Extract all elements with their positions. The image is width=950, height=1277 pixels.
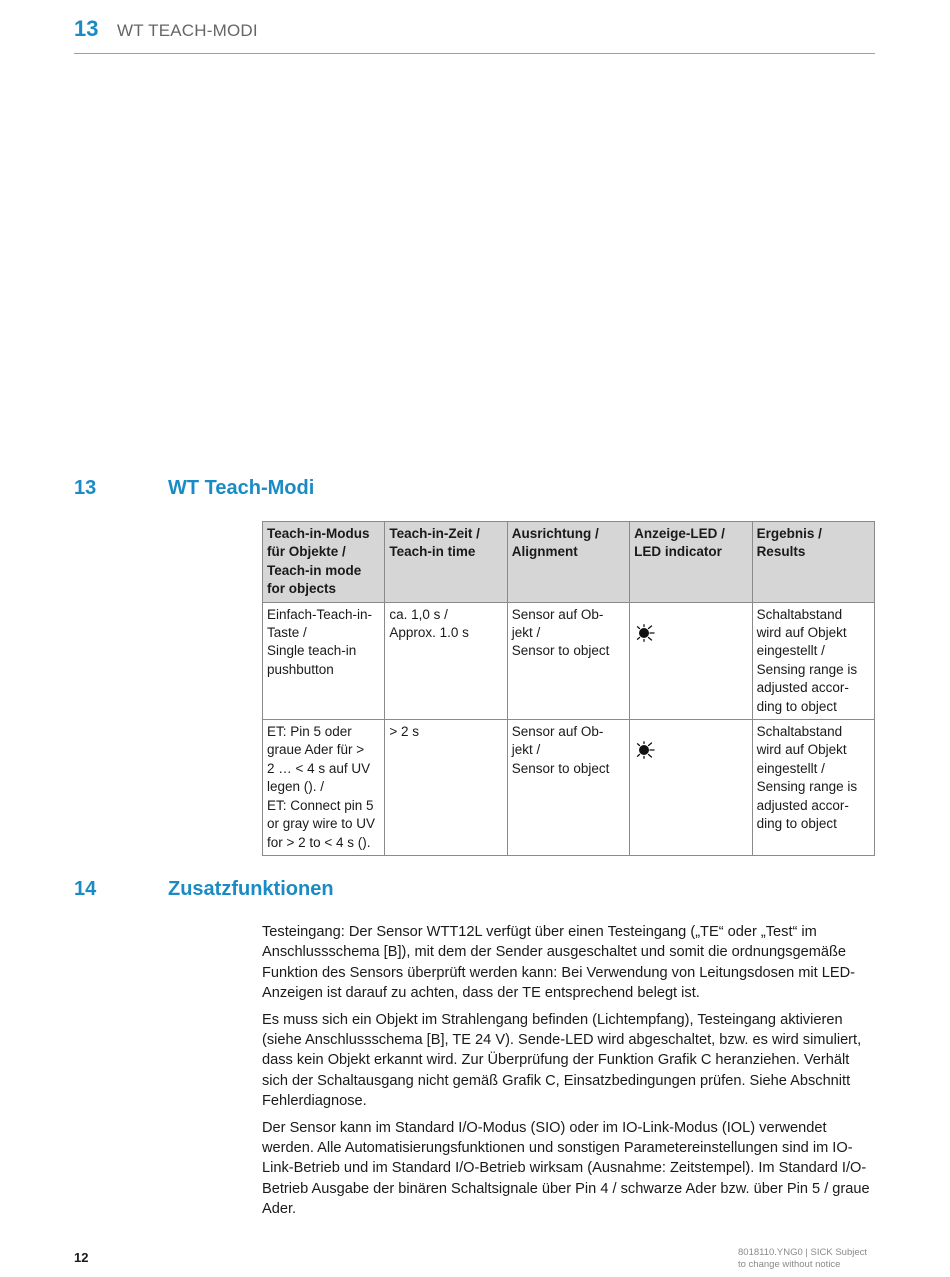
header-alignment: Ausrichtung / Alignment bbox=[507, 522, 629, 603]
cell-teach-mode: Einfach-Teach-in- Taste / Single teach-in pushbutton bbox=[263, 602, 385, 719]
table-header-row bbox=[263, 522, 875, 603]
header-results: Ergebnis / Results bbox=[752, 522, 874, 603]
led-on-icon bbox=[634, 741, 656, 759]
cell-alignment: Sensor auf Ob- jekt / Sensor to object bbox=[507, 720, 629, 856]
header-chapter-title: WT TEACH-MODI bbox=[117, 21, 258, 40]
section-14-number: 14 bbox=[74, 878, 97, 900]
cell-led-indicator bbox=[630, 720, 752, 856]
header-led-indicator: Anzeige-LED / LED indicator bbox=[630, 522, 752, 603]
header-chapter-number: 13 bbox=[74, 16, 99, 41]
footer-note-line1: 8018110.YNG0 | SICK Subject bbox=[738, 1247, 868, 1258]
footer-note-line2: to change without notice bbox=[738, 1259, 841, 1270]
paragraph-io-modes: Der Sensor kann im Standard I/O-Modus (SIO) oder im IO-Link-Modus (IOL) verwendet werden. Alle Automatisierungsfunktionen und sonstigen Parametereinstellungen sind im IO-Link-Betrieb und im Standard I/O-Betrieb wirksam (Ausnahme: Zeitstempel). Im Standard I/O-Betrieb Ausgabe der binären Schaltsignale über Pin 4 / schwarze Ader bzw. über Pin 5 / graue Ader. bbox=[262, 1119, 870, 1218]
cell-results: Schaltabstand wird auf Objekt eingestellt / Sensing range is adjusted accor- ding to object bbox=[752, 602, 874, 719]
teach-mode-table bbox=[262, 521, 875, 856]
led-on-icon bbox=[634, 624, 656, 642]
footer-note bbox=[738, 1247, 878, 1271]
cell-alignment: Sensor auf Ob- jekt / Sensor to object bbox=[507, 602, 629, 719]
cell-led-indicator bbox=[630, 602, 752, 719]
cell-teach-mode: ET: Pin 5 oder graue Ader für > 2 … < 4 s auf UV legen (). / ET: Connect pin 5 or gray wire to UV for > 2 to < 4 s (). bbox=[263, 720, 385, 856]
cell-results: Schaltabstand wird auf Objekt eingestellt / Sensing range is adjusted accor- ding to object bbox=[752, 720, 874, 856]
table-row bbox=[263, 602, 875, 719]
section-14-body bbox=[262, 922, 875, 1226]
header-teach-mode: Teach-in-Modus für Objekte / Teach-in mode for objects bbox=[263, 522, 385, 603]
table-row bbox=[263, 720, 875, 856]
section-14-title: Zusatzfunktionen bbox=[168, 878, 334, 900]
header-divider bbox=[74, 53, 875, 54]
paragraph-test-input: Testeingang: Der Sensor WTT12L verfügt über einen Testeingang („TE“ oder „Test“ im Anschlussschema [B]), mit dem der Sender ausgeschaltet und somit die ordnungsgemäße Funktion des Sensors überprüft werden kann: Bei Verwendung von Leitungsdosen mit LED-Anzeigen ist darauf zu achten, dass der TE entsprechend belegt ist. bbox=[262, 924, 856, 1002]
section-13-title: WT Teach-Modi bbox=[168, 477, 315, 499]
cell-teach-time: > 2 s bbox=[385, 720, 507, 856]
page-number: 12 bbox=[74, 1250, 89, 1265]
paragraph-test-procedure: Es muss sich ein Objekt im Strahlengang befinden (Lichtempfang), Testeingang aktivieren (siehe Anschlussschema [B], TE 24 V). Sende-LED wird abgeschaltet, bzw. es wird simuliert, dass kein Objekt erkannt wird. Zur Überprüfung der Funktion Grafik C heranziehen. Verhält sich der Schaltausgang nicht gemäß Grafik C, Einsatzbedingungen prüfen. Siehe Abschnitt Fehlerdiagnose. bbox=[262, 1011, 862, 1110]
cell-teach-time: ca. 1,0 s / Approx. 1.0 s bbox=[385, 602, 507, 719]
section-13-number: 13 bbox=[74, 477, 97, 499]
header-teach-time: Teach-in-Zeit / Teach-in time bbox=[385, 522, 507, 603]
